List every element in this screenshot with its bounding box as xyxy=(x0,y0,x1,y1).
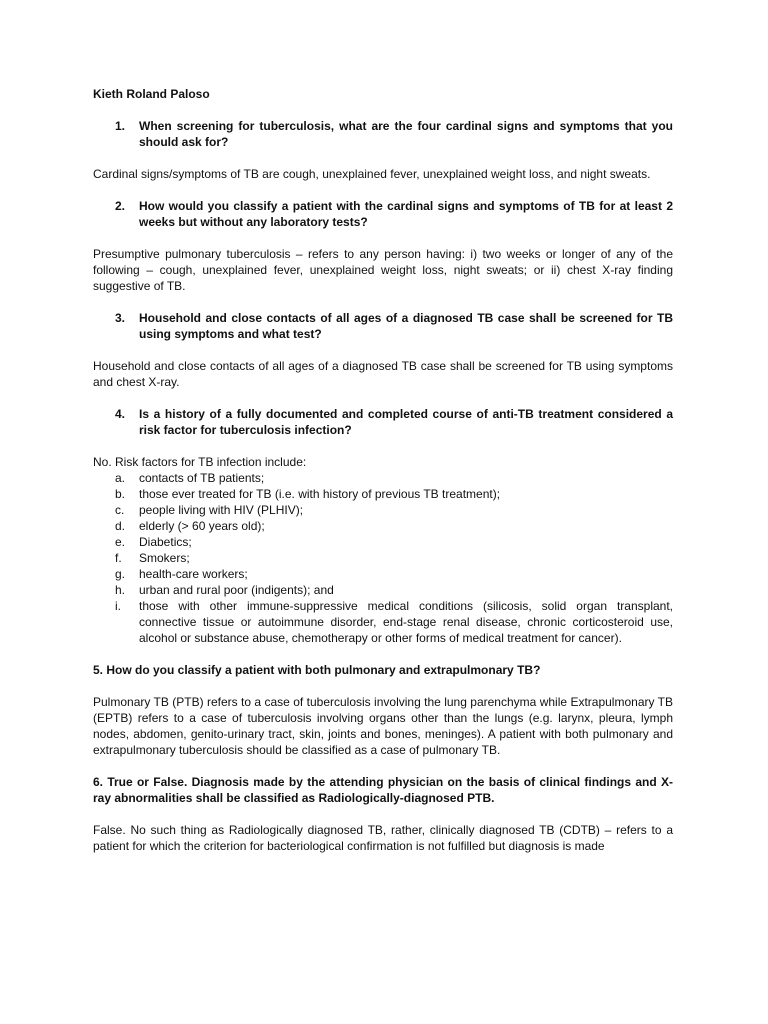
list-item xyxy=(93,598,673,646)
answer-5: Pulmonary TB (PTB) refers to a case of tuberculosis involving the lung parenchyma while Extrapulmonary TB (EPTB) refers to a case of tuberculosis involving organs other than the lungs (e.g. larynx, pleura, lymph nodes, abdomen, genito-urinary tract, skin, joints and bones, meninges). A patient with both pulmonary and extrapulmonary tuberculosis should be classified as a case of pulmonary TB. xyxy=(93,695,673,757)
list-item xyxy=(93,550,673,566)
list-text: those with other immune-suppressive medical conditions (silicosis, solid organ transplant, connective tissue or autoimmune disorder, end-stage renal disease, chronic corticosteroid use, alcohol or substance abuse, chemotherapy or other forms of medical treatment for cancer). xyxy=(139,599,673,645)
answer-2: Presumptive pulmonary tuberculosis – refers to any person having: i) two weeks or longer of any of the following – cough, unexplained fever, unexplained weight loss, night sweats; or ii) chest X-ray finding suggestive of TB. xyxy=(93,247,673,293)
question-5: 5. How do you classify a patient with both pulmonary and extrapulmonary TB? xyxy=(93,663,541,677)
author-name: Kieth Roland Paloso xyxy=(93,87,210,101)
list-text: Smokers; xyxy=(139,551,190,565)
list-text: health-care workers; xyxy=(139,567,248,581)
list-text: contacts of TB patients; xyxy=(139,471,265,485)
list-letter: d. xyxy=(115,519,126,533)
list-item xyxy=(93,566,673,582)
question-number: 4. xyxy=(115,407,126,421)
question-text: How would you classify a patient with the cardinal signs and symptoms of TB for at least 2 weeks but without any laboratory tests? xyxy=(139,199,673,229)
list-item xyxy=(93,502,673,518)
list-text: elderly (> 60 years old); xyxy=(139,519,265,533)
list-letter: g. xyxy=(115,567,126,581)
list-letter: i. xyxy=(115,599,121,613)
list-letter: a. xyxy=(115,471,126,485)
list-item xyxy=(93,582,673,598)
list-letter: c. xyxy=(115,503,125,517)
question-text: Household and close contacts of all ages of a diagnosed TB case shall be screened for TB using symptoms and what test? xyxy=(139,311,673,341)
list-item xyxy=(93,486,673,502)
list-text: Diabetics; xyxy=(139,535,192,549)
question-1 xyxy=(93,118,673,150)
document-page xyxy=(93,86,673,870)
question-text: Is a history of a fully documented and completed course of anti-TB treatment considered a risk factor for tuberculosis infection? xyxy=(139,407,673,437)
risk-factor-list xyxy=(93,470,673,646)
question-6: 6. True or False. Diagnosis made by the attending physician on the basis of clinical findings and X-ray abnormalities shall be classified as Radiologically-diagnosed PTB. xyxy=(93,775,673,805)
list-text: those ever treated for TB (i.e. with history of previous TB treatment); xyxy=(139,487,501,501)
question-3 xyxy=(93,310,673,342)
question-number: 2. xyxy=(115,199,126,213)
question-number: 3. xyxy=(115,311,126,325)
question-4 xyxy=(93,406,673,438)
answer-3: Household and close contacts of all ages of a diagnosed TB case shall be screened for TB using symptoms and chest X-ray. xyxy=(93,359,673,389)
answer-6: False. No such thing as Radiologically diagnosed TB, rather, clinically diagnosed TB (CDTB) – refers to a patient for which the criterion for bacteriological confirmation is not fulfilled but diagnosis is made xyxy=(93,823,673,853)
list-letter: e. xyxy=(115,535,126,549)
list-item xyxy=(93,534,673,550)
list-letter: b. xyxy=(115,487,126,501)
list-item xyxy=(93,518,673,534)
question-number: 1. xyxy=(115,119,126,133)
list-item xyxy=(93,470,673,486)
question-text: When screening for tuberculosis, what are the four cardinal signs and symptoms that you should ask for? xyxy=(139,119,673,149)
question-2 xyxy=(93,198,673,230)
list-text: people living with HIV (PLHIV); xyxy=(139,503,304,517)
list-letter: f. xyxy=(115,551,122,565)
answer-4-intro: No. Risk factors for TB infection include: xyxy=(93,455,307,469)
answer-1: Cardinal signs/symptoms of TB are cough, unexplained fever, unexplained weight loss, and night sweats. xyxy=(93,167,651,181)
list-text: urban and rural poor (indigents); and xyxy=(139,583,334,597)
list-letter: h. xyxy=(115,583,126,597)
